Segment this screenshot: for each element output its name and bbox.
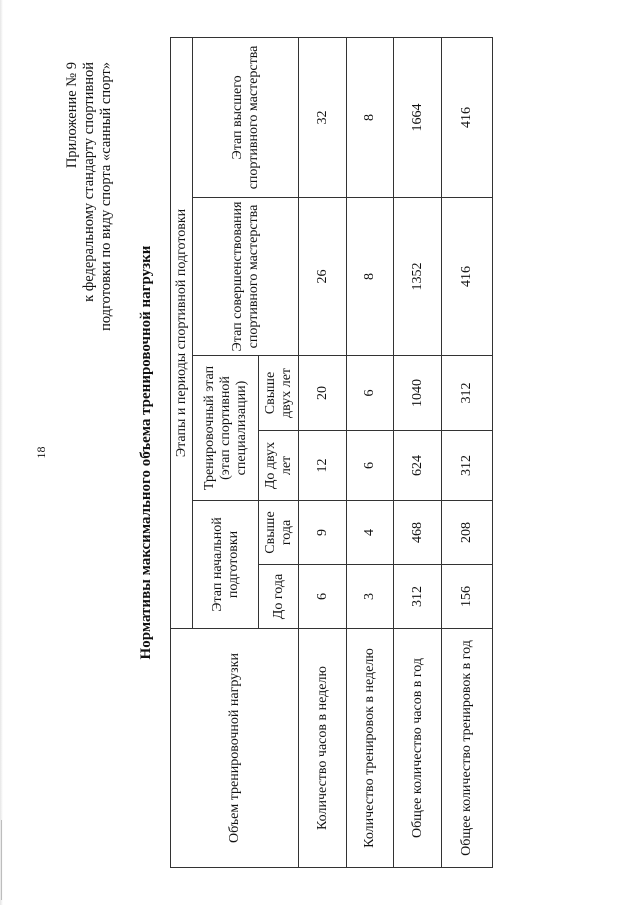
table-cell: 416 [442, 198, 493, 356]
table-row [442, 37, 493, 867]
table-cell: 3 [347, 565, 394, 629]
table-cell: 8 [347, 37, 394, 197]
header-stage-training: Тренировочный этап (этап спортивной специализации) [193, 356, 259, 501]
appendix-sport: подготовки по виду спорта «санный спорт» [98, 62, 114, 331]
document-title: Нормативы максимального объема тренировочной нагрузки [138, 245, 154, 660]
table-cell: 208 [442, 501, 493, 565]
table-cell: 6 [347, 431, 394, 501]
row-label: Количество часов в неделю [299, 629, 347, 868]
table-row [347, 37, 394, 867]
table-cell: 312 [394, 565, 442, 629]
appendix-heading [64, 62, 115, 331]
table-header-row [171, 37, 193, 867]
header-initial-under-year: До года [259, 565, 299, 629]
header-training-over-two: Свыше двух лет [259, 356, 299, 431]
row-label: Общее количество часов в год [394, 629, 442, 868]
table-row [394, 37, 442, 867]
table-cell: 1664 [394, 37, 442, 197]
table-cell: 468 [394, 501, 442, 565]
header-load-volume: Объем тренировочной нагрузки [171, 629, 299, 868]
table-cell: 6 [299, 565, 347, 629]
table-cell: 32 [299, 37, 347, 197]
header-stage-initial: Этап начальной подготовки [193, 501, 259, 629]
training-load-table [170, 37, 493, 868]
header-training-under-two: До двух лет [259, 431, 299, 501]
row-label: Общее количество тренировок в год [442, 629, 493, 868]
table-cell: 312 [442, 431, 493, 501]
row-label: Количество тренировок в неделю [347, 629, 394, 868]
table-cell: 12 [299, 431, 347, 501]
appendix-standard: к федеральному стандарту спортивной [81, 62, 97, 302]
table-cell: 6 [347, 356, 394, 431]
table-cell: 156 [442, 565, 493, 629]
table-cell: 8 [347, 198, 394, 356]
appendix-number: Приложение № 9 [64, 62, 80, 169]
table-cell: 416 [442, 37, 493, 197]
header-stages: Этапы и периоды спортивной подготовки [171, 37, 193, 628]
table-cell: 4 [347, 501, 394, 565]
table-cell: 26 [299, 198, 347, 356]
header-stage-perfection: Этап совершенствования спортивного мастерства [193, 198, 299, 356]
table-cell: 1040 [394, 356, 442, 431]
table-cell: 20 [299, 356, 347, 431]
table-row [299, 37, 347, 867]
header-stage-highest: Этап высшего спортивного мастерства [193, 37, 299, 197]
table-cell: 312 [442, 356, 493, 431]
header-initial-over-year: Свыше года [259, 501, 299, 565]
page-number: 18 [34, 446, 48, 459]
table-cell: 1352 [394, 198, 442, 356]
table-cell: 9 [299, 501, 347, 565]
table-cell: 624 [394, 431, 442, 501]
